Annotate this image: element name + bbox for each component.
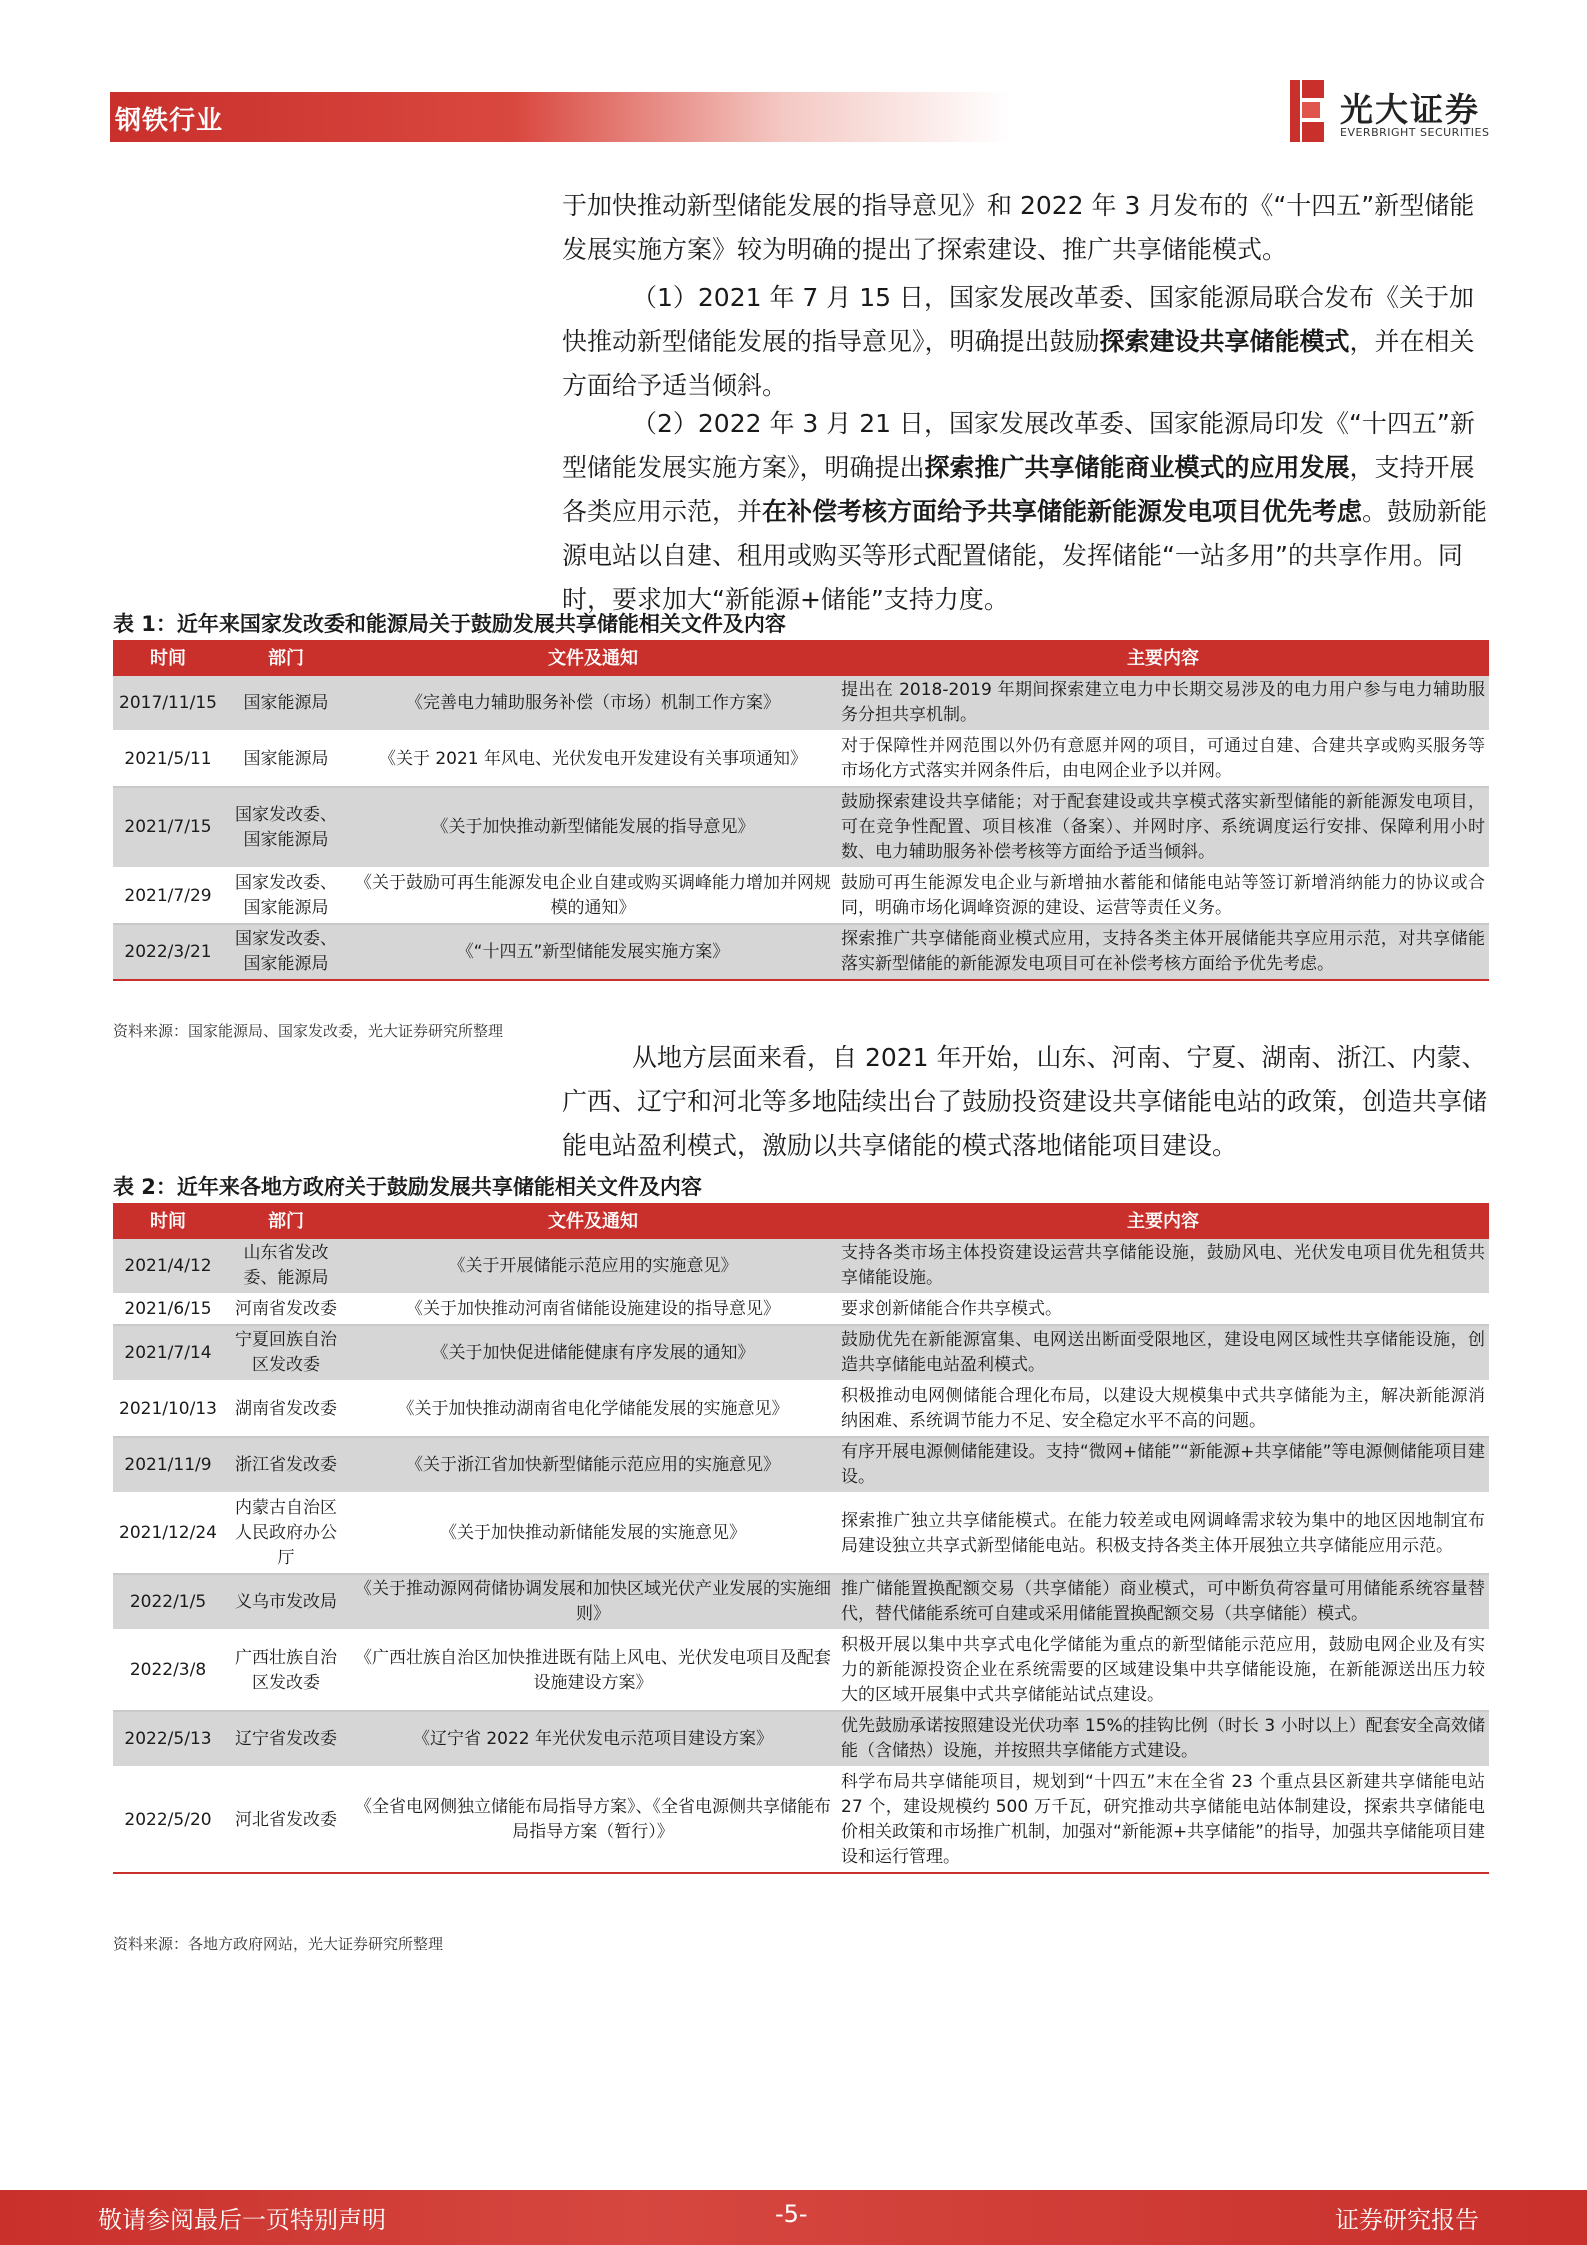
paragraph-text: ，支持开展各类应用示范，并 [562,453,1475,526]
cell-dept: 国家发改委、国家能源局 [223,787,349,868]
cell-dept: 河北省发改委 [223,1767,349,1873]
logo-english-name: EVERBRIGHT SECURITIES [1340,126,1490,139]
cell-content: 有序开展电源侧储能建设。支持“微网+储能”“新能源+共享储能”等电源侧储能项目建设。 [837,1437,1489,1493]
cell-time: 2022/3/8 [113,1630,223,1711]
paragraph-text: （1）2021 年 7 月 15 日，国家发展改革委、国家能源局联合发布《关于加快推动新型储能发展的指导意见》，明确提出鼓励 [562,283,1474,356]
table2 [113,1203,1489,1874]
cell-dept: 国家发改委、国家能源局 [223,924,349,980]
cell-time: 2021/12/24 [113,1493,223,1574]
cell-time: 2022/3/21 [113,924,223,980]
cell-content: 科学布局共享储能项目，规划到“十四五”末在全省 23 个重点县区新建共享储能电站 27 个，建设规模约 500 万千瓦，研究推动共享储能电站体制建设，探索共享储能电价相关政策和市场推广机制，加强对“新能源+共享储能”的指导，加强共享储能项目建设和运行管理。 [837,1767,1489,1873]
cell-time: 2021/11/9 [113,1437,223,1493]
table-row [113,1767,1489,1873]
cell-time: 2017/11/15 [113,676,223,731]
cell-dept: 义乌市发改局 [223,1574,349,1630]
header-content: 主要内容 [837,640,1489,676]
cell-file: 《“十四五”新型储能发展实施方案》 [349,924,837,980]
cell-dept: 湖南省发改委 [223,1381,349,1437]
cell-content: 积极推动电网侧储能合理化布局，以建设大规模集中式共享储能为主，解决新能源消纳困难、系统调节能力不足、安全稳定水平不高的问题。 [837,1381,1489,1437]
table1-source: 资料来源：国家能源局、国家发改委，光大证券研究所整理 [113,1022,504,1040]
cell-time: 2021/7/14 [113,1325,223,1381]
cell-content: 积极开展以集中共享式电化学储能为重点的新型储能示范应用，鼓励电网企业及有实力的新能源投资企业在系统需要的区域建设集中共享储能设施，在新能源送出压力较大的区域开展集中式共享储能站试点建设。 [837,1630,1489,1711]
cell-time: 2021/7/15 [113,787,223,868]
table-header-row [113,640,1489,676]
paragraph-2022-policy [562,402,1492,622]
cell-time: 2021/5/11 [113,731,223,787]
cell-file: 《关于浙江省加快新型储能示范应用的实施意见》 [349,1437,837,1493]
header-time: 时间 [113,1203,223,1239]
cell-file: 《关于鼓励可再生能源发电企业自建或购买调峰能力增加并网规模的通知》 [349,868,837,924]
table-row [113,1630,1489,1711]
cell-content: 优先鼓励承诺按照建设光伏功率 15%的挂钩比例（时长 3 小时以上）配套安全高效储能（含储热）设施，并按照共享储能方式建设。 [837,1711,1489,1767]
header-file: 文件及通知 [349,640,837,676]
cell-file: 《关于加快推动湖南省电化学储能发展的实施意见》 [349,1381,837,1437]
cell-content: 鼓励优先在新能源富集、电网送出断面受限地区，建设电网区域性共享储能设施，创造共享储能电站盈利模式。 [837,1325,1489,1381]
everbright-logo-icon [1290,80,1326,142]
cell-file: 《关于加快推动新储能发展的实施意见》 [349,1493,837,1574]
table1-body [113,676,1489,980]
emphasis-text: 在补偿考核方面给予共享储能新能源发电项目优先考虑 [762,497,1363,526]
table1 [113,640,1489,981]
cell-dept: 宁夏回族自治区发改委 [223,1325,349,1381]
table2-body [113,1239,1489,1873]
brand-logo [1290,80,1490,146]
cell-dept: 浙江省发改委 [223,1437,349,1493]
table-row [113,676,1489,731]
cell-content: 提出在 2018-2019 年期间探索建立电力中长期交易涉及的电力用户参与电力辅助服务分担共享机制。 [837,676,1489,731]
cell-content: 探索推广共享储能商业模式应用，支持各类主体开展储能共享应用示范，对共享储能落实新型储能的新能源发电项目可在补偿考核方面给予优先考虑。 [837,924,1489,980]
cell-time: 2021/10/13 [113,1381,223,1437]
cell-file: 《关于加快促进储能健康有序发展的通知》 [349,1325,837,1381]
cell-dept: 辽宁省发改委 [223,1711,349,1767]
table-row [113,787,1489,868]
table-row [113,1493,1489,1574]
cell-time: 2022/5/20 [113,1767,223,1873]
cell-content: 鼓励可再生能源发电企业与新增抽水蓄能和储能电站等签订新增消纳能力的协议或合同，明确市场化调峰资源的建设、运营等责任义务。 [837,868,1489,924]
cell-dept: 广西壮族自治区发改委 [223,1630,349,1711]
cell-time: 2021/7/29 [113,868,223,924]
table-row [113,1381,1489,1437]
cell-content: 支持各类市场主体投资建设运营共享储能设施，鼓励风电、光伏发电项目优先租赁共享储能设施。 [837,1239,1489,1294]
table-row [113,731,1489,787]
table-row [113,924,1489,980]
cell-time: 2021/4/12 [113,1239,223,1294]
cell-file: 《关于加快推动新型储能发展的指导意见》 [349,787,837,868]
cell-dept: 国家发改委、国家能源局 [223,868,349,924]
paragraph-intro: 于加快推动新型储能发展的指导意见》和 2022 年 3 月发布的《“十四五”新型储能发展实施方案》较为明确的提出了探索建设、推广共享储能模式。 [562,191,1475,264]
table-row [113,1294,1489,1325]
paragraph-text: 。鼓励新能源电站以自建、租用或购买等形式配置储能，发挥储能“一站多用”的共享作用。同时，要求加大“新能源+储能”支持力度。 [562,497,1488,614]
table-row [113,1325,1489,1381]
table-row [113,1711,1489,1767]
table-row [113,868,1489,924]
header-time: 时间 [113,640,223,676]
table-header-row [113,1203,1489,1239]
cell-content: 要求创新储能合作共享模式。 [837,1294,1489,1325]
table-row [113,1574,1489,1630]
emphasis-text: 探索推广共享储能商业模式的应用发展 [924,453,1350,482]
table2-caption: 表 2：近年来各地方政府关于鼓励发展共享储能相关文件及内容 [113,1175,702,1199]
cell-file: 《全省电网侧独立储能布局指导方案》、《全省电源侧共享储能布局指导方案（暂行）》 [349,1767,837,1873]
section-title: 钢铁行业 [115,106,224,136]
table-row [113,1239,1489,1294]
footer-disclaimer: 敬请参阅最后一页特别声明 [98,2206,386,2234]
emphasis-text: 探索建设共享储能模式 [1099,327,1350,356]
cell-file: 《关于推动源网荷储协调发展和加快区域光伏产业发展的实施细则》 [349,1574,837,1630]
cell-file: 《关于加快推动河南省储能设施建设的指导意见》 [349,1294,837,1325]
header-bar [110,92,1010,142]
logo-name: 光大证券 [1340,90,1480,129]
cell-file: 《广西壮族自治区加快推进既有陆上风电、光伏发电项目及配套设施建设方案》 [349,1630,837,1711]
cell-file: 《辽宁省 2022 年光伏发电示范项目建设方案》 [349,1711,837,1767]
table2-source: 资料来源：各地方政府网站，光大证券研究所整理 [113,1935,444,1953]
paragraph-text: （2）2022 年 3 月 21 日，国家发展改革委、国家能源局印发《“十四五”新型储能发展实施方案》，明确提出 [562,409,1475,482]
cell-dept: 国家能源局 [223,676,349,731]
cell-dept: 河南省发改委 [223,1294,349,1325]
cell-content: 推广储能置换配额交易（共享储能）商业模式，可中断负荷容量可用储能系统容量替代，替代储能系统可自建或采用储能置换配额交易（共享储能）模式。 [837,1574,1489,1630]
header-file: 文件及通知 [349,1203,837,1239]
cell-dept: 内蒙古自治区人民政府办公厅 [223,1493,349,1574]
header-content: 主要内容 [837,1203,1489,1239]
page-number: -5- [775,2200,808,2228]
paragraph-2021-policy [562,276,1492,408]
table-row [113,1437,1489,1493]
cell-file: 《关于开展储能示范应用的实施意见》 [349,1239,837,1294]
header-dept: 部门 [223,640,349,676]
table1-caption: 表 1：近年来国家发改委和能源局关于鼓励发展共享储能相关文件及内容 [113,612,786,636]
cell-file: 《关于 2021 年风电、光伏发电开发建设有关事项通知》 [349,731,837,787]
cell-content: 鼓励探索建设共享储能；对于配套建设或共享模式落实新型储能的新能源发电项目，可在竞争性配置、项目核准（备案）、并网时序、系统调度运行安排、保障利用小时数、电力辅助服务补偿考核等方面给予适当倾斜。 [837,787,1489,868]
cell-time: 2022/1/5 [113,1574,223,1630]
header-dept: 部门 [223,1203,349,1239]
footer-report-type: 证券研究报告 [1335,2206,1479,2234]
cell-dept: 国家能源局 [223,731,349,787]
paragraph-text: ，并在相关方面给予适当倾斜。 [562,327,1475,400]
cell-file: 《完善电力辅助服务补偿（市场）机制工作方案》 [349,676,837,731]
cell-dept: 山东省发改委、能源局 [223,1239,349,1294]
cell-time: 2021/6/15 [113,1294,223,1325]
cell-content: 探索推广独立共享储能模式。在能力较差或电网调峰需求较为集中的地区因地制宜布局建设独立共享式新型储能电站。积极支持各类主体开展独立共享储能应用示范。 [837,1493,1489,1574]
cell-content: 对于保障性并网范围以外仍有意愿并网的项目，可通过自建、合建共享或购买服务等市场化方式落实并网条件后，由电网企业予以并网。 [837,731,1489,787]
paragraph-local: 从地方层面来看，自 2021 年开始，山东、河南、宁夏、湖南、浙江、内蒙、广西、辽宁和河北等多地陆续出台了鼓励投资建设共享储能电站的政策，创造共享储能电站盈利模式，激励以共享储能的模式落地储能项目建设。 [562,1043,1488,1160]
cell-time: 2022/5/13 [113,1711,223,1767]
